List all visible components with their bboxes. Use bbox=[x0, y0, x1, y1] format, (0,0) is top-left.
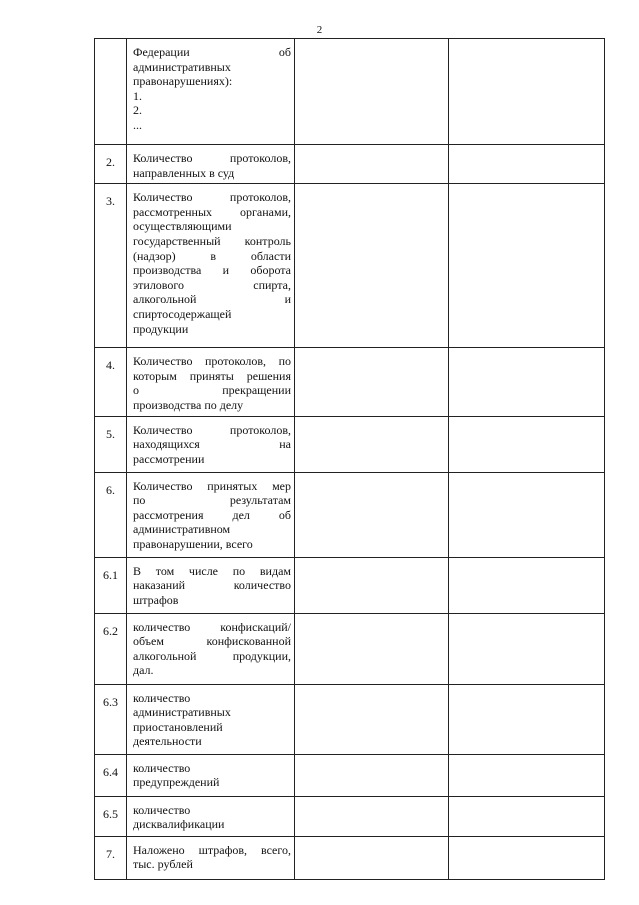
value-cell[interactable] bbox=[449, 754, 605, 796]
indicator-line: Количество принятых мер bbox=[133, 478, 291, 493]
value-cell[interactable] bbox=[295, 557, 449, 613]
indicator-line: количество конфискаций/ bbox=[133, 619, 291, 634]
table-row bbox=[95, 39, 605, 145]
indicator-line: Количество протоколов, bbox=[133, 190, 291, 205]
indicator-line: тыс. рублей bbox=[133, 857, 193, 872]
value-cell[interactable] bbox=[295, 754, 449, 796]
indicator-line: ... bbox=[133, 117, 142, 132]
table-row bbox=[95, 796, 605, 836]
indicator-line: административных bbox=[133, 705, 231, 720]
page-number: 2 bbox=[316, 24, 323, 36]
row-number: 6. bbox=[95, 472, 127, 557]
indicator-line: производства и оборота bbox=[133, 263, 291, 278]
table-row bbox=[95, 416, 605, 472]
indicator-line: Количество протоколов, bbox=[133, 151, 291, 165]
indicator-line: штрафов bbox=[133, 592, 179, 607]
indicator-line: алкогольной и bbox=[133, 292, 291, 307]
table-row bbox=[95, 836, 605, 879]
row-number bbox=[95, 39, 127, 145]
indicator-line: о прекращении bbox=[133, 383, 291, 398]
indicator-line: 2. bbox=[133, 103, 142, 118]
indicator-name bbox=[127, 416, 295, 472]
indicator-name bbox=[127, 557, 295, 613]
row-number: 6.3 bbox=[95, 684, 127, 754]
table-row bbox=[95, 145, 605, 184]
indicator-line: административных bbox=[133, 59, 231, 74]
indicator-line: Федерации об bbox=[133, 45, 291, 59]
value-cell[interactable] bbox=[449, 145, 605, 184]
indicator-line: дал. bbox=[133, 663, 154, 678]
value-cell[interactable] bbox=[295, 348, 449, 416]
value-cell[interactable] bbox=[449, 613, 605, 684]
indicator-line: продукции bbox=[133, 321, 189, 336]
indicator-line: государственный контроль bbox=[133, 233, 291, 248]
indicator-name bbox=[127, 39, 295, 145]
row-number: 6.4 bbox=[95, 754, 127, 796]
indicator-line: количество bbox=[133, 690, 191, 705]
indicator-line: (надзор) в области bbox=[133, 248, 291, 263]
row-number: 3. bbox=[95, 184, 127, 348]
indicator-line: административном bbox=[133, 522, 231, 537]
value-cell[interactable] bbox=[449, 836, 605, 879]
value-cell[interactable] bbox=[295, 796, 449, 836]
indicator-name bbox=[127, 796, 295, 836]
indicator-line: рассмотрения дел об bbox=[133, 507, 291, 522]
indicator-line: рассмотренных органами, bbox=[133, 204, 291, 219]
indicator-line: правонарушениях): bbox=[133, 74, 233, 89]
row-number: 4. bbox=[95, 348, 127, 416]
table-row bbox=[95, 184, 605, 348]
indicator-line: количество bbox=[133, 760, 191, 775]
indicator-name bbox=[127, 754, 295, 796]
value-cell[interactable] bbox=[449, 348, 605, 416]
indicator-name bbox=[127, 472, 295, 557]
table-row bbox=[95, 613, 605, 684]
indicator-line: которым приняты решения bbox=[133, 368, 291, 383]
value-cell[interactable] bbox=[295, 836, 449, 879]
row-number: 6.5 bbox=[95, 796, 127, 836]
indicator-line: рассмотрении bbox=[133, 451, 205, 466]
indicator-line: находящихся на bbox=[133, 437, 291, 452]
value-cell[interactable] bbox=[449, 796, 605, 836]
indicator-line: алкогольной продукции, bbox=[133, 648, 291, 663]
indicator-name bbox=[127, 613, 295, 684]
indicator-name bbox=[127, 184, 295, 348]
row-number: 6.2 bbox=[95, 613, 127, 684]
indicator-name bbox=[127, 684, 295, 754]
indicator-line: наказаний количество bbox=[133, 578, 291, 593]
indicator-line: 1. bbox=[133, 88, 142, 103]
indicator-line: Наложено штрафов, всего, bbox=[133, 842, 291, 857]
value-cell[interactable] bbox=[295, 472, 449, 557]
row-number: 5. bbox=[95, 416, 127, 472]
indicator-line: осуществляющими bbox=[133, 219, 232, 234]
indicator-line: приостановлений bbox=[133, 719, 223, 734]
value-cell[interactable] bbox=[295, 684, 449, 754]
indicator-line: производства по делу bbox=[133, 397, 244, 412]
value-cell[interactable] bbox=[449, 472, 605, 557]
value-cell[interactable] bbox=[449, 416, 605, 472]
indicator-line: В том числе по видам bbox=[133, 563, 291, 578]
value-cell[interactable] bbox=[449, 39, 605, 145]
row-number: 6.1 bbox=[95, 557, 127, 613]
table-row bbox=[95, 684, 605, 754]
indicator-line: количество bbox=[133, 802, 191, 817]
table-row bbox=[95, 348, 605, 416]
value-cell[interactable] bbox=[295, 184, 449, 348]
value-cell[interactable] bbox=[295, 39, 449, 145]
report-table bbox=[94, 38, 605, 880]
indicator-line: по результатам bbox=[133, 493, 291, 508]
indicator-line: объем конфискованной bbox=[133, 634, 291, 649]
indicator-name bbox=[127, 836, 295, 879]
indicator-line: Количество протоколов, по bbox=[133, 354, 291, 369]
value-cell[interactable] bbox=[449, 557, 605, 613]
value-cell[interactable] bbox=[295, 145, 449, 184]
table-row bbox=[95, 557, 605, 613]
table-row bbox=[95, 754, 605, 796]
indicator-name bbox=[127, 348, 295, 416]
value-cell[interactable] bbox=[295, 613, 449, 684]
indicator-line: Количество протоколов, bbox=[133, 422, 291, 437]
indicator-line: этилового спирта, bbox=[133, 277, 291, 292]
indicator-line: правонарушении, всего bbox=[133, 536, 253, 551]
row-number: 7. bbox=[95, 836, 127, 879]
indicator-name bbox=[127, 145, 295, 184]
indicator-line: предупреждений bbox=[133, 775, 220, 790]
table-row bbox=[95, 472, 605, 557]
indicator-line: направленных в суд bbox=[133, 165, 235, 180]
value-cell[interactable] bbox=[295, 416, 449, 472]
indicator-line: дисквалификации bbox=[133, 817, 225, 832]
value-cell[interactable] bbox=[449, 184, 605, 348]
indicator-line: деятельности bbox=[133, 734, 202, 749]
row-number: 2. bbox=[95, 145, 127, 184]
indicator-line: спиртосодержащей bbox=[133, 306, 232, 321]
value-cell[interactable] bbox=[449, 684, 605, 754]
